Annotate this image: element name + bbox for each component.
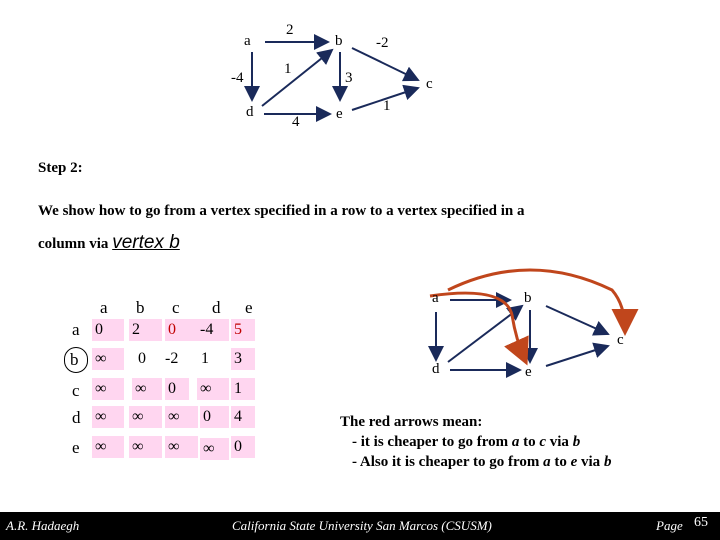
legend-vertex: b bbox=[603, 454, 612, 470]
legend-vertex: b bbox=[572, 434, 581, 450]
matrix-cell: ∞ bbox=[165, 406, 198, 428]
legend-vertex: e bbox=[570, 454, 578, 470]
description-prefix: column via bbox=[38, 236, 109, 252]
right-node-b: b bbox=[524, 290, 532, 306]
matrix-cell: ∞ bbox=[129, 406, 162, 428]
top-node-b: b bbox=[335, 33, 343, 49]
right-node-c: c bbox=[617, 332, 624, 348]
footer-page-number: 65 bbox=[694, 515, 708, 530]
weight-bc: -2 bbox=[376, 35, 389, 51]
legend-text: - Also it is cheaper to go from bbox=[352, 454, 540, 470]
matrix-cell: ∞ bbox=[129, 436, 162, 458]
right-edge-ec bbox=[546, 346, 608, 366]
matrix-cell-updated: 5 bbox=[231, 319, 255, 341]
top-node-e: e bbox=[336, 106, 343, 122]
red-arrow-a-to-e bbox=[430, 293, 525, 360]
matrix-cell: 0 bbox=[231, 436, 255, 458]
matrix-cell: -4 bbox=[197, 319, 229, 341]
matrix-cell: ∞ bbox=[165, 436, 198, 458]
weight-ec: 1 bbox=[383, 98, 391, 114]
matrix-cell: 1 bbox=[231, 378, 255, 400]
legend-text: to bbox=[523, 434, 536, 450]
matrix-cell: 3 bbox=[231, 348, 255, 370]
footer-institution: California State University San Marcos (CSUSM) bbox=[232, 518, 492, 533]
matrix-cell: ∞ bbox=[92, 378, 124, 400]
row-header: c bbox=[72, 381, 80, 400]
col-header: a bbox=[100, 298, 108, 317]
matrix-cell: 0 bbox=[200, 406, 229, 428]
row-header: a bbox=[72, 320, 80, 339]
legend-text: - it is cheaper to go from bbox=[352, 434, 509, 450]
matrix-cell: ∞ bbox=[92, 436, 124, 458]
legend-text: via bbox=[549, 434, 569, 450]
matrix-cell: 0 bbox=[165, 378, 189, 400]
description-line1: We show how to go from a vertex specified in a row to a vertex specified in a bbox=[38, 203, 525, 219]
row-header: e bbox=[72, 438, 80, 457]
matrix-cell-updated: 0 bbox=[165, 319, 198, 341]
top-node-a: a bbox=[244, 33, 251, 49]
legend bbox=[340, 412, 611, 472]
legend-vertex: a bbox=[511, 434, 520, 450]
matrix-cell: 4 bbox=[231, 406, 255, 428]
col-header: d bbox=[212, 298, 221, 317]
top-node-d: d bbox=[246, 104, 254, 120]
matrix-cell: ∞ bbox=[132, 378, 162, 400]
row-header: d bbox=[72, 408, 81, 427]
weight-be: 3 bbox=[345, 70, 353, 86]
matrix-cell: -2 bbox=[165, 350, 179, 367]
col-header: e bbox=[245, 298, 253, 317]
weight-ad: -4 bbox=[231, 70, 244, 86]
legend-title: The red arrows mean: bbox=[340, 414, 483, 430]
legend-vertex: a bbox=[543, 454, 551, 470]
legend-text: via bbox=[581, 454, 601, 470]
matrix-cell: ∞ bbox=[197, 378, 229, 400]
weight-ab: 2 bbox=[286, 22, 294, 38]
right-node-a: a bbox=[432, 290, 439, 306]
col-header: c bbox=[172, 298, 180, 317]
matrix-cell: ∞ bbox=[92, 348, 124, 370]
legend-line-2 bbox=[340, 452, 611, 472]
right-node-d: d bbox=[432, 361, 440, 377]
legend-text: to bbox=[554, 454, 567, 470]
weight-de: 4 bbox=[292, 114, 300, 130]
step-label: Step 2: bbox=[38, 160, 83, 176]
matrix-cell: 0 bbox=[92, 319, 124, 341]
matrix-cell: 1 bbox=[201, 350, 209, 367]
top-node-c: c bbox=[426, 76, 433, 92]
matrix-cell: 2 bbox=[129, 319, 162, 341]
right-node-e: e bbox=[525, 364, 532, 380]
description-vertex: vertex b bbox=[112, 232, 180, 253]
legend-line-1 bbox=[340, 432, 611, 452]
footer-author: A.R. Hadaegh bbox=[6, 518, 80, 533]
matrix-cell: ∞ bbox=[200, 438, 229, 460]
legend-vertex: c bbox=[539, 434, 547, 450]
right-edge-bc bbox=[546, 306, 608, 334]
footer-page-label: Page bbox=[656, 518, 683, 533]
matrix-cell: 0 bbox=[138, 350, 146, 367]
row-header: b bbox=[70, 350, 79, 369]
matrix-cell: ∞ bbox=[92, 406, 124, 428]
weight-db: 1 bbox=[284, 61, 292, 77]
col-header: b bbox=[136, 298, 145, 317]
